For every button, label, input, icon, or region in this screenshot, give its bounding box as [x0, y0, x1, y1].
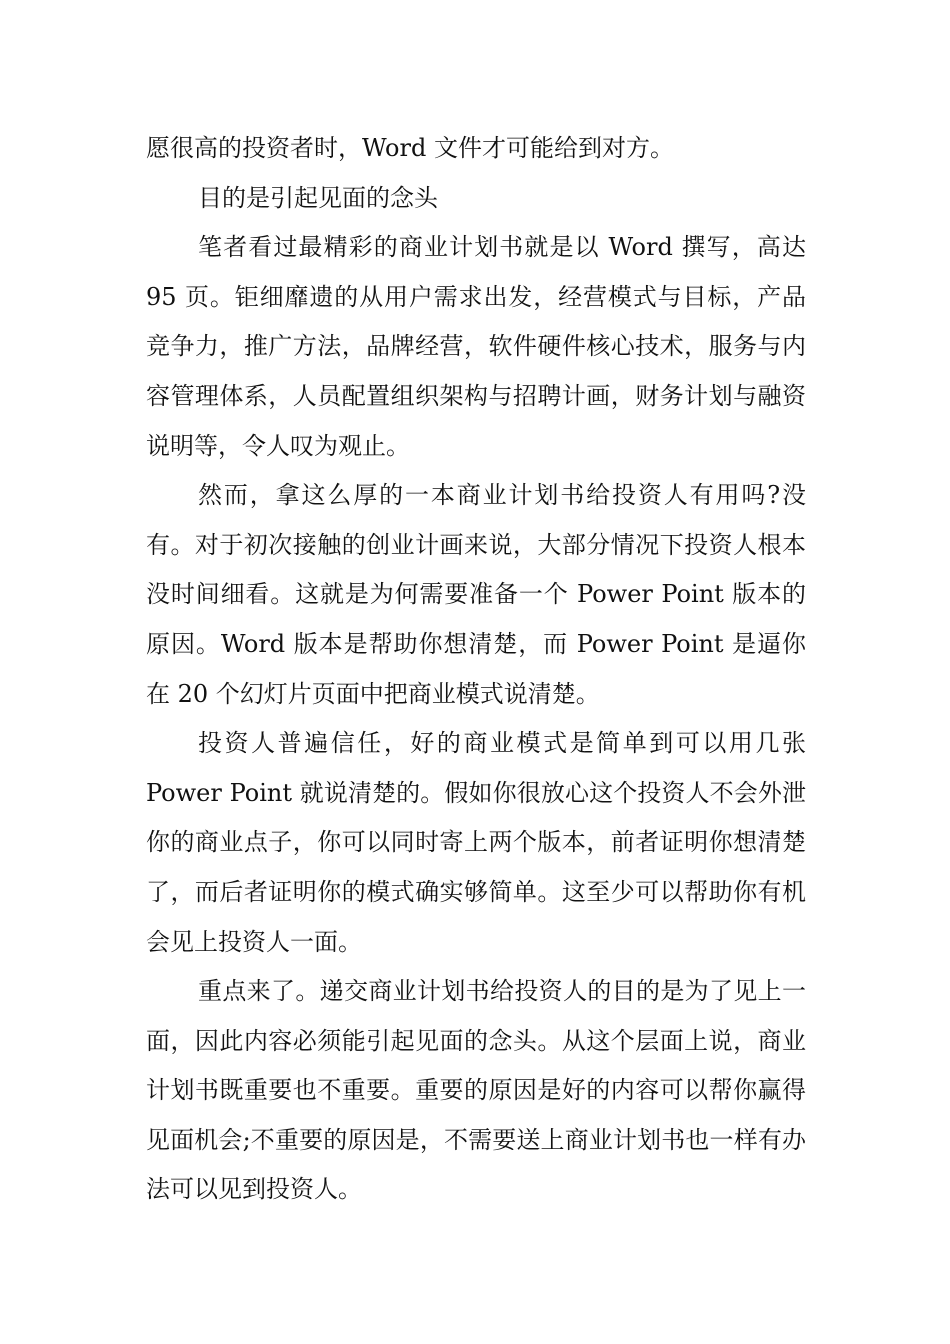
paragraph: 重点来了。递交商业计划书给投资人的目的是为了见上一面，因此内容必须能引起见面的念头。从这个层面上说，商业计划书既重要也不重要。重要的原因是好的内容可以帮你赢得见面机会;不重要的原因是，不需要送上商业计划书也一样有办法可以见到投资人。: [146, 977, 806, 1204]
document-body: [146, 124, 806, 1215]
paragraph: 投资人普遍信任，好的商业模式是简单到可以用几张 Power Point 就说清楚的。假如你很放心这个投资人不会外泄你的商业点子，你可以同时寄上两个版本，前者证明你想清楚了，而后者证明你的模式确实够简单。这至少可以帮助你有机会见上投资人一面。: [146, 729, 806, 956]
paragraph-continuation: 愿很高的投资者时，Word 文件才可能给到对方。: [146, 134, 674, 162]
paragraph: 笔者看过最精彩的商业计划书就是以 Word 撰写，高达 95 页。钜细靡遗的从用户需求出发，经营模式与目标，产品竞争力，推广方法，品牌经营，软件硬件核心技术，服务与内容管理体系，人员配置组织架构与招聘计画，财务计划与融资说明等，令人叹为观止。: [146, 233, 806, 460]
section-heading: 目的是引起见面的念头: [198, 183, 438, 212]
paragraph: 然而，拿这么厚的一本商业计划书给投资人有用吗?没有。对于初次接触的创业计画来说，大部分情况下投资人根本没时间细看。这就是为何需要准备一个 Power Point 版本的原因。Word 版本是帮助你想清楚，而 Power Point 是逼你在 20 个幻灯片页面中把商业模式说清楚。: [146, 481, 806, 708]
